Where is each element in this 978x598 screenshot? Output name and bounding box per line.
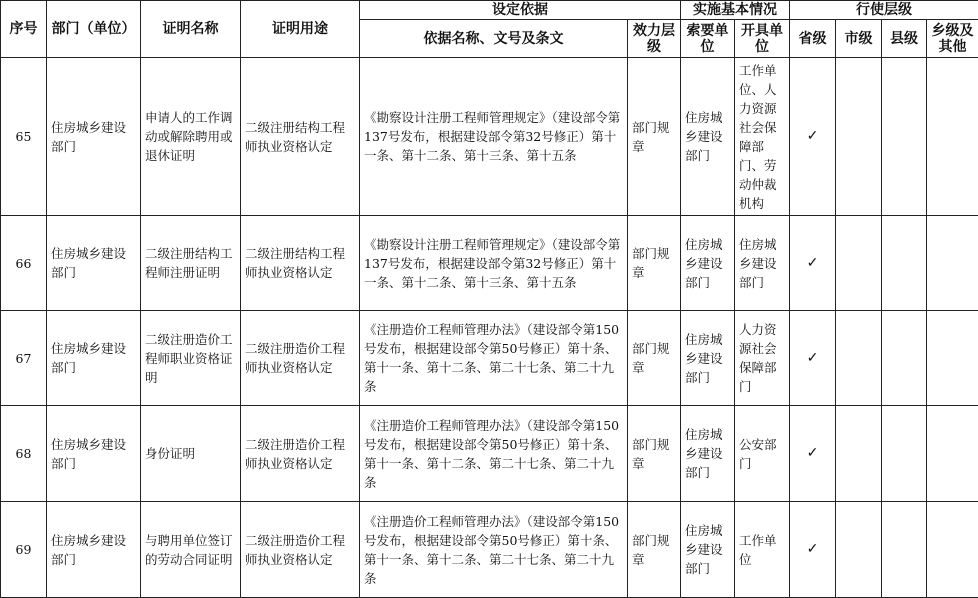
header-dept: 部门（单位） — [47, 1, 141, 58]
cell-province-check: ✓ — [790, 58, 836, 216]
cell-basis-doc: 《勘察设计注册工程师管理规定》（建设部令第137号发布，根据建设部令第32号修正）第十一条、第十二条、第十三条、第十五条 — [360, 58, 628, 216]
cell-dept: 住房城乡建设部门 — [47, 58, 141, 216]
cell-cert-use: 二级注册结构工程师执业资格认定 — [241, 58, 360, 216]
cell-seq: 67 — [1, 311, 47, 406]
cell-province-check: ✓ — [790, 502, 836, 598]
cell-county — [882, 58, 927, 216]
cell-effect-level: 部门规章 — [628, 502, 681, 598]
header-basis-doc: 依据名称、文号及条文 — [360, 20, 628, 58]
cell-effect-level: 部门规章 — [628, 58, 681, 216]
cell-effect-level: 部门规章 — [628, 311, 681, 406]
cell-cert-use: 二级注册造价工程师执业资格认定 — [241, 311, 360, 406]
cell-township — [927, 58, 978, 216]
cell-county — [882, 502, 927, 598]
cell-basis-doc: 《注册造价工程师管理办法》（建设部令第150号发布，根据建设部令第50号修正）第十条、第十一条、第十二条、第二十七条、第二十九条 — [360, 311, 628, 406]
table-row — [1, 216, 978, 311]
cell-township — [927, 311, 978, 406]
cell-province-check: ✓ — [790, 216, 836, 311]
table-row — [1, 311, 978, 406]
cell-dept: 住房城乡建设部门 — [47, 502, 141, 598]
cell-cert-name: 申请人的工作调动或解除聘用或退休证明 — [141, 58, 241, 216]
cell-township — [927, 502, 978, 598]
header-province: 省级 — [790, 20, 836, 58]
cell-effect-level: 部门规章 — [628, 406, 681, 502]
cell-seq: 66 — [1, 216, 47, 311]
header-issue-unit: 开具单位 — [735, 20, 790, 58]
cell-basis-doc: 《注册造价工程师管理办法》（建设部令第150号发布，根据建设部令第50号修正）第十条、第十一条、第十二条、第二十七条、第二十九条 — [360, 406, 628, 502]
cell-issue-unit: 工作单位、人力资源社会保障部门、劳动仲裁机构 — [735, 58, 790, 216]
cell-dept: 住房城乡建设部门 — [47, 406, 141, 502]
cell-city — [836, 311, 882, 406]
cell-req-unit: 住房城乡建设部门 — [681, 311, 735, 406]
header-row-1 — [1, 1, 978, 20]
cell-dept: 住房城乡建设部门 — [47, 311, 141, 406]
cell-req-unit: 住房城乡建设部门 — [681, 216, 735, 311]
cell-issue-unit: 公安部门 — [735, 406, 790, 502]
cell-cert-name: 二级注册结构工程师注册证明 — [141, 216, 241, 311]
cell-city — [836, 502, 882, 598]
cell-seq: 68 — [1, 406, 47, 502]
header-county: 县级 — [882, 20, 927, 58]
cell-cert-name: 身份证明 — [141, 406, 241, 502]
cell-issue-unit: 住房城乡建设部门 — [735, 216, 790, 311]
header-basis-group: 设定依据 — [360, 1, 681, 20]
header-cert-use: 证明用途 — [241, 1, 360, 58]
table-row — [1, 502, 978, 598]
cell-cert-name: 二级注册造价工程师职业资格证明 — [141, 311, 241, 406]
cell-county — [882, 406, 927, 502]
cell-county — [882, 216, 927, 311]
header-req-unit: 索要单位 — [681, 20, 735, 58]
cell-req-unit: 住房城乡建设部门 — [681, 58, 735, 216]
cell-cert-use: 二级注册造价工程师执业资格认定 — [241, 406, 360, 502]
cell-req-unit: 住房城乡建设部门 — [681, 406, 735, 502]
header-cert-name: 证明名称 — [141, 1, 241, 58]
cell-cert-use: 二级注册造价工程师执业资格认定 — [241, 502, 360, 598]
cell-city — [836, 216, 882, 311]
cell-township — [927, 406, 978, 502]
header-city: 市级 — [836, 20, 882, 58]
cell-issue-unit: 人力资源社会保障部门 — [735, 311, 790, 406]
cell-basis-doc: 《勘察设计注册工程师管理规定》（建设部令第137号发布，根据建设部令第32号修正）第十一条、第十二条、第十三条、第十五条 — [360, 216, 628, 311]
cell-effect-level: 部门规章 — [628, 216, 681, 311]
cell-province-check: ✓ — [790, 406, 836, 502]
header-seq: 序号 — [1, 1, 47, 58]
cell-basis-doc: 《注册造价工程师管理办法》（建设部令第150号发布，根据建设部令第50号修正）第十条、第十一条、第十二条、第二十七条、第二十九条 — [360, 502, 628, 598]
cell-req-unit: 住房城乡建设部门 — [681, 502, 735, 598]
cell-province-check: ✓ — [790, 311, 836, 406]
table-row — [1, 406, 978, 502]
cell-city — [836, 58, 882, 216]
header-impl-group: 实施基本情况 — [681, 1, 790, 20]
cell-dept: 住房城乡建设部门 — [47, 216, 141, 311]
header-township: 乡级及其他 — [927, 20, 978, 58]
cell-county — [882, 311, 927, 406]
cell-township — [927, 216, 978, 311]
cell-seq: 69 — [1, 502, 47, 598]
cell-cert-use: 二级注册结构工程师执业资格认定 — [241, 216, 360, 311]
header-level-group: 行使层级 — [790, 1, 978, 20]
cell-cert-name: 与聘用单位签订的劳动合同证明 — [141, 502, 241, 598]
cell-seq: 65 — [1, 58, 47, 216]
cell-city — [836, 406, 882, 502]
cell-issue-unit: 工作单位 — [735, 502, 790, 598]
header-effect-level: 效力层级 — [628, 20, 681, 58]
table-row — [1, 58, 978, 216]
